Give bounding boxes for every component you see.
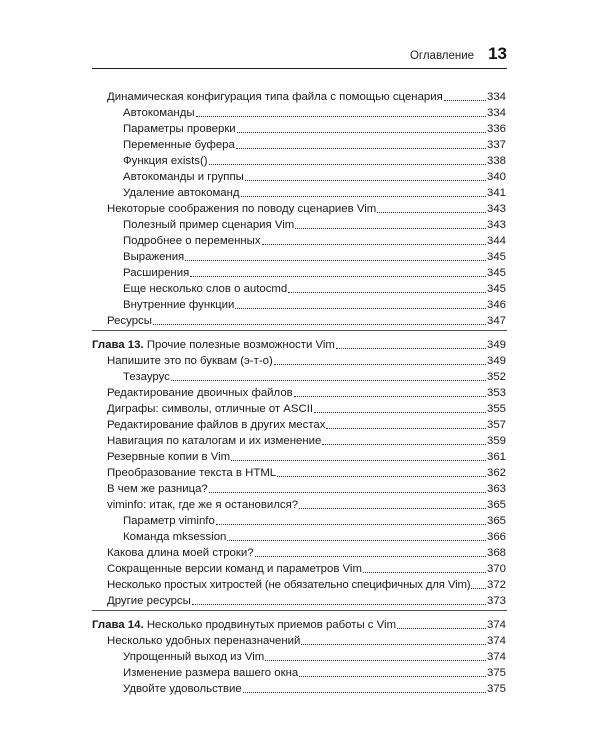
toc-entry[interactable]: Редактирование файлов в других местах 357 <box>107 419 506 431</box>
toc-chapter-13[interactable]: Глава 13. Прочие полезные возможности Vim 349 <box>92 339 506 351</box>
toc-entry[interactable]: Резервные копии в Vim 361 <box>107 451 506 463</box>
toc-entry[interactable]: Команда mksession 366 <box>123 531 506 543</box>
running-header-section: Оглавление <box>409 50 475 62</box>
toc-entry[interactable]: Тезаурус 352 <box>123 371 506 383</box>
toc-entry[interactable]: Внутренние функции 346 <box>123 299 506 311</box>
toc-entry[interactable]: Какова длина моей строки? 368 <box>107 547 506 559</box>
toc-entry[interactable]: Несколько простых хитростей (не обязательно специфичных для Vim) 372 <box>107 579 506 591</box>
toc-entry[interactable]: Еще несколько слов о autocmd 345 <box>123 283 506 295</box>
toc-entry[interactable]: Преобразование текста в HTML 362 <box>107 467 506 479</box>
toc-entry[interactable]: Сокращенные версии команд и параметров Vim 370 <box>107 563 506 575</box>
toc-entry[interactable]: Удвойте удовольствие 375 <box>123 683 506 695</box>
toc-entry[interactable]: Навигация по каталогам и их изменение 359 <box>107 435 506 447</box>
toc-entry[interactable]: Параметры проверки 336 <box>123 123 506 135</box>
toc-entry[interactable]: Ресурсы 347 <box>107 315 506 327</box>
toc-chapter-14[interactable]: Глава 14. Несколько продвинутых приемов работы с Vim 374 <box>92 619 506 631</box>
header-rule <box>92 68 507 69</box>
toc-entry[interactable]: Диграфы: символы, отличные от ASCII 355 <box>107 403 506 415</box>
page-number: 13 <box>488 44 507 63</box>
toc-entry[interactable]: Напишите это по буквам (э-т-о) 349 <box>107 355 506 367</box>
toc-entry[interactable]: Полезный пример сценария Vim 343 <box>123 219 506 231</box>
toc-entry[interactable]: Другие ресурсы 373 <box>107 595 506 607</box>
toc-entry[interactable]: Автокоманды 334 <box>123 107 506 119</box>
toc-entry[interactable]: Некоторые соображения по поводу сценариев Vim 343 <box>107 203 506 215</box>
toc-entry[interactable]: Подробнее о переменных 344 <box>123 235 506 247</box>
toc-entry[interactable]: Изменение размера вашего окна 375 <box>123 667 506 679</box>
toc-entry[interactable]: Динамическая конфигурация типа файла с помощью сценария 334 <box>107 91 506 103</box>
chapter-divider <box>92 330 507 331</box>
toc-entry[interactable]: Переменные буфера 337 <box>123 139 506 151</box>
toc-entry[interactable]: Параметр viminfo 365 <box>123 515 506 527</box>
chapter-divider <box>92 610 507 611</box>
toc-entry[interactable]: Редактирование двоичных файлов 353 <box>107 387 506 399</box>
running-header <box>92 44 507 66</box>
toc-entry[interactable]: В чем же разница? 363 <box>107 483 506 495</box>
toc-entry[interactable]: Удаление автокоманд 341 <box>123 187 506 199</box>
toc-entry[interactable]: Выражения 345 <box>123 251 506 263</box>
toc-entry[interactable]: Функция exists() 338 <box>123 155 506 167</box>
toc-entry[interactable]: viminfo: итак, где же я остановился? 365 <box>107 499 506 511</box>
toc-entry[interactable]: Упрощенный выход из Vim 374 <box>123 651 506 663</box>
toc-entry[interactable]: Автокоманды и группы 340 <box>123 171 506 183</box>
toc-entry[interactable]: Несколько удобных переназначений 374 <box>107 635 506 647</box>
toc-entry[interactable]: Расширения 345 <box>123 267 506 279</box>
